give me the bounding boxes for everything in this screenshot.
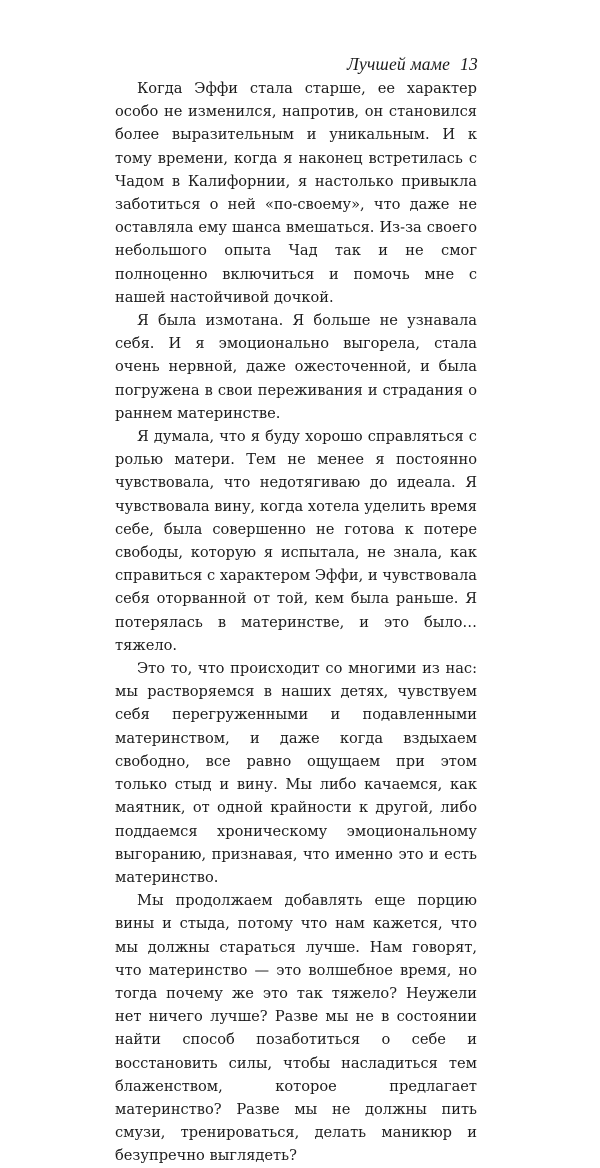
paragraph: Я думала, что я буду хорошо справляться с ролью матери. Тем не менее я постоянно чувствовала, что недотягиваю до идеала. Я чувствовала вину, когда хотела уделить время себе, была совершенно не готова к потере свободы, которую я испытала, не знала, как справиться с характером Эффи, и чувствовала себя оторванной от той, кем была раньше. Я потерялась в материнстве, и это было… тяжело. xyxy=(115,428,477,654)
running-head-title: Лучшей маме xyxy=(346,54,451,74)
body-text xyxy=(115,77,477,1168)
paragraph: Я была измотана. Я больше не узнавала себя. И я эмоционально выгорела, стала очень нервной, даже ожесточенной, и была погружена в свои переживания и страдания о раннем материнстве. xyxy=(115,312,477,422)
paragraph: Мы продолжаем добавлять еще порцию вины и стыда, потому что нам кажется, что мы должны стараться лучше. Нам говорят, что материнство — это волшебное время, но тогда почему же это так тяжело? Неужели нет ничего лучше? Разве мы не в состоянии найти способ позаботиться о себе и восстановить силы, чтобы насладиться тем блаженством, которое предлагает материнство? Разве мы не должны пить смузи, тренироваться, делать маникюр и безупречно выглядеть? xyxy=(115,892,477,1165)
running-head xyxy=(347,54,478,75)
page-number: 13 xyxy=(460,54,478,74)
paragraph: Это то, что происходит со многими из нас: мы растворяемся в наших детях, чувствуем себя перегруженными и подавленными материнством, и даже когда вздыхаем свободно, все равно ощущаем при этом только стыд и вину. Мы либо качаемся, как маятник, от одной крайности к другой, либо поддаемся хроническому эмоциональному выгоранию, признавая, что именно это и есть материнство. xyxy=(115,660,477,886)
paragraph: Когда Эффи стала старше, ее характер особо не изменился, напротив, он становился более выразительным и уникальным. И к тому времени, когда я наконец встретилась с Чадом в Калифорнии, я настолько привыкла заботиться о ней «по-своему», что даже не оставляла ему шанса вмешаться. Из-за своего небольшого опыта Чад так и не смог полноценно включиться и помочь мне с нашей настойчивой дочкой. xyxy=(115,80,477,306)
